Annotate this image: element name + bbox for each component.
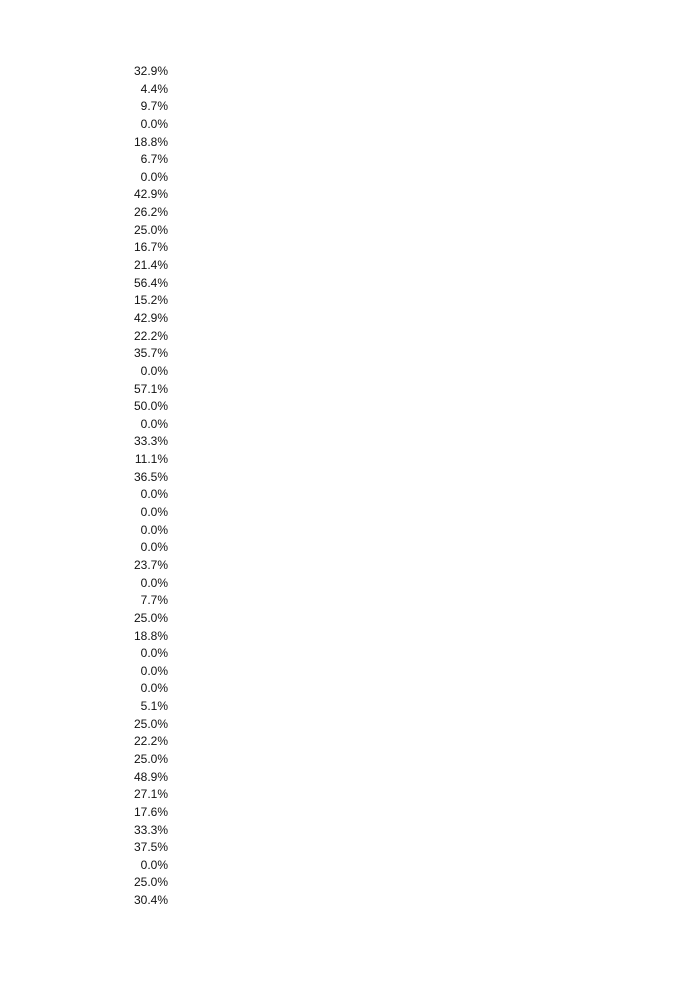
percentage-cell: 33.3% xyxy=(133,822,168,837)
percentage-cell: 0.0% xyxy=(140,169,168,184)
percentage-cell: 17.6% xyxy=(133,804,168,819)
percentage-cell: 0.0% xyxy=(140,663,168,678)
percentage-cell: 26.2% xyxy=(133,205,168,220)
percentage-cell: 6.7% xyxy=(140,152,168,167)
percentage-cell: 36.5% xyxy=(133,469,168,484)
percentage-cell: 22.2% xyxy=(133,328,168,343)
percentage-cell: 7.7% xyxy=(140,593,168,608)
percentage-cell: 0.0% xyxy=(140,575,168,590)
percentage-cell: 32.9% xyxy=(133,64,168,78)
percentage-cell: 25.0% xyxy=(133,875,168,890)
percentage-cell: 42.9% xyxy=(133,187,168,202)
percentage-cell: 18.8% xyxy=(133,134,168,149)
percentage-cell: 0.0% xyxy=(140,540,168,555)
percentage-cell: 0.0% xyxy=(140,487,168,502)
percentage-cell: 37.5% xyxy=(133,840,168,855)
percentage-cell: 15.2% xyxy=(133,293,168,308)
percentage-column xyxy=(118,63,168,910)
percentage-cell: 0.0% xyxy=(140,416,168,431)
percentage-cell: 25.0% xyxy=(133,716,168,731)
percentage-cell: 25.0% xyxy=(133,751,168,766)
percentage-cell: 42.9% xyxy=(133,310,168,325)
percentage-cell: 25.0% xyxy=(133,610,168,625)
percentage-cell: 56.4% xyxy=(133,275,168,290)
percentage-cell: 21.4% xyxy=(133,258,168,273)
percentage-cell: 0.0% xyxy=(140,522,168,537)
percentage-cell: 48.9% xyxy=(133,769,168,784)
percentage-cell: 16.7% xyxy=(133,240,168,255)
percentage-cell: 35.7% xyxy=(133,346,168,361)
percentage-cell: 0.0% xyxy=(140,505,168,520)
percentage-cell: 30.4% xyxy=(133,893,168,908)
percentage-cell: 4.4% xyxy=(140,81,168,96)
percentage-cell: 9.7% xyxy=(140,99,168,114)
percentage-cell: 0.0% xyxy=(140,646,168,661)
percentage-cell: 27.1% xyxy=(133,787,168,802)
percentage-cell: 0.0% xyxy=(140,681,168,696)
percentage-cell: 11.1% xyxy=(134,452,168,467)
percentage-cell: 50.0% xyxy=(133,399,168,414)
percentage-cell: 0.0% xyxy=(140,857,168,872)
percentage-cell: 22.2% xyxy=(133,734,168,749)
percentage-cell: 0.0% xyxy=(140,363,168,378)
percentage-cell: 0.0% xyxy=(140,116,168,131)
percentage-cell: 18.8% xyxy=(133,628,168,643)
percentage-cell: 33.3% xyxy=(133,434,168,449)
percentage-cell: 23.7% xyxy=(133,557,168,572)
percentage-cell: 25.0% xyxy=(133,222,168,237)
percentage-cell: 57.1% xyxy=(133,381,168,396)
percentage-cell: 5.1% xyxy=(140,699,168,714)
